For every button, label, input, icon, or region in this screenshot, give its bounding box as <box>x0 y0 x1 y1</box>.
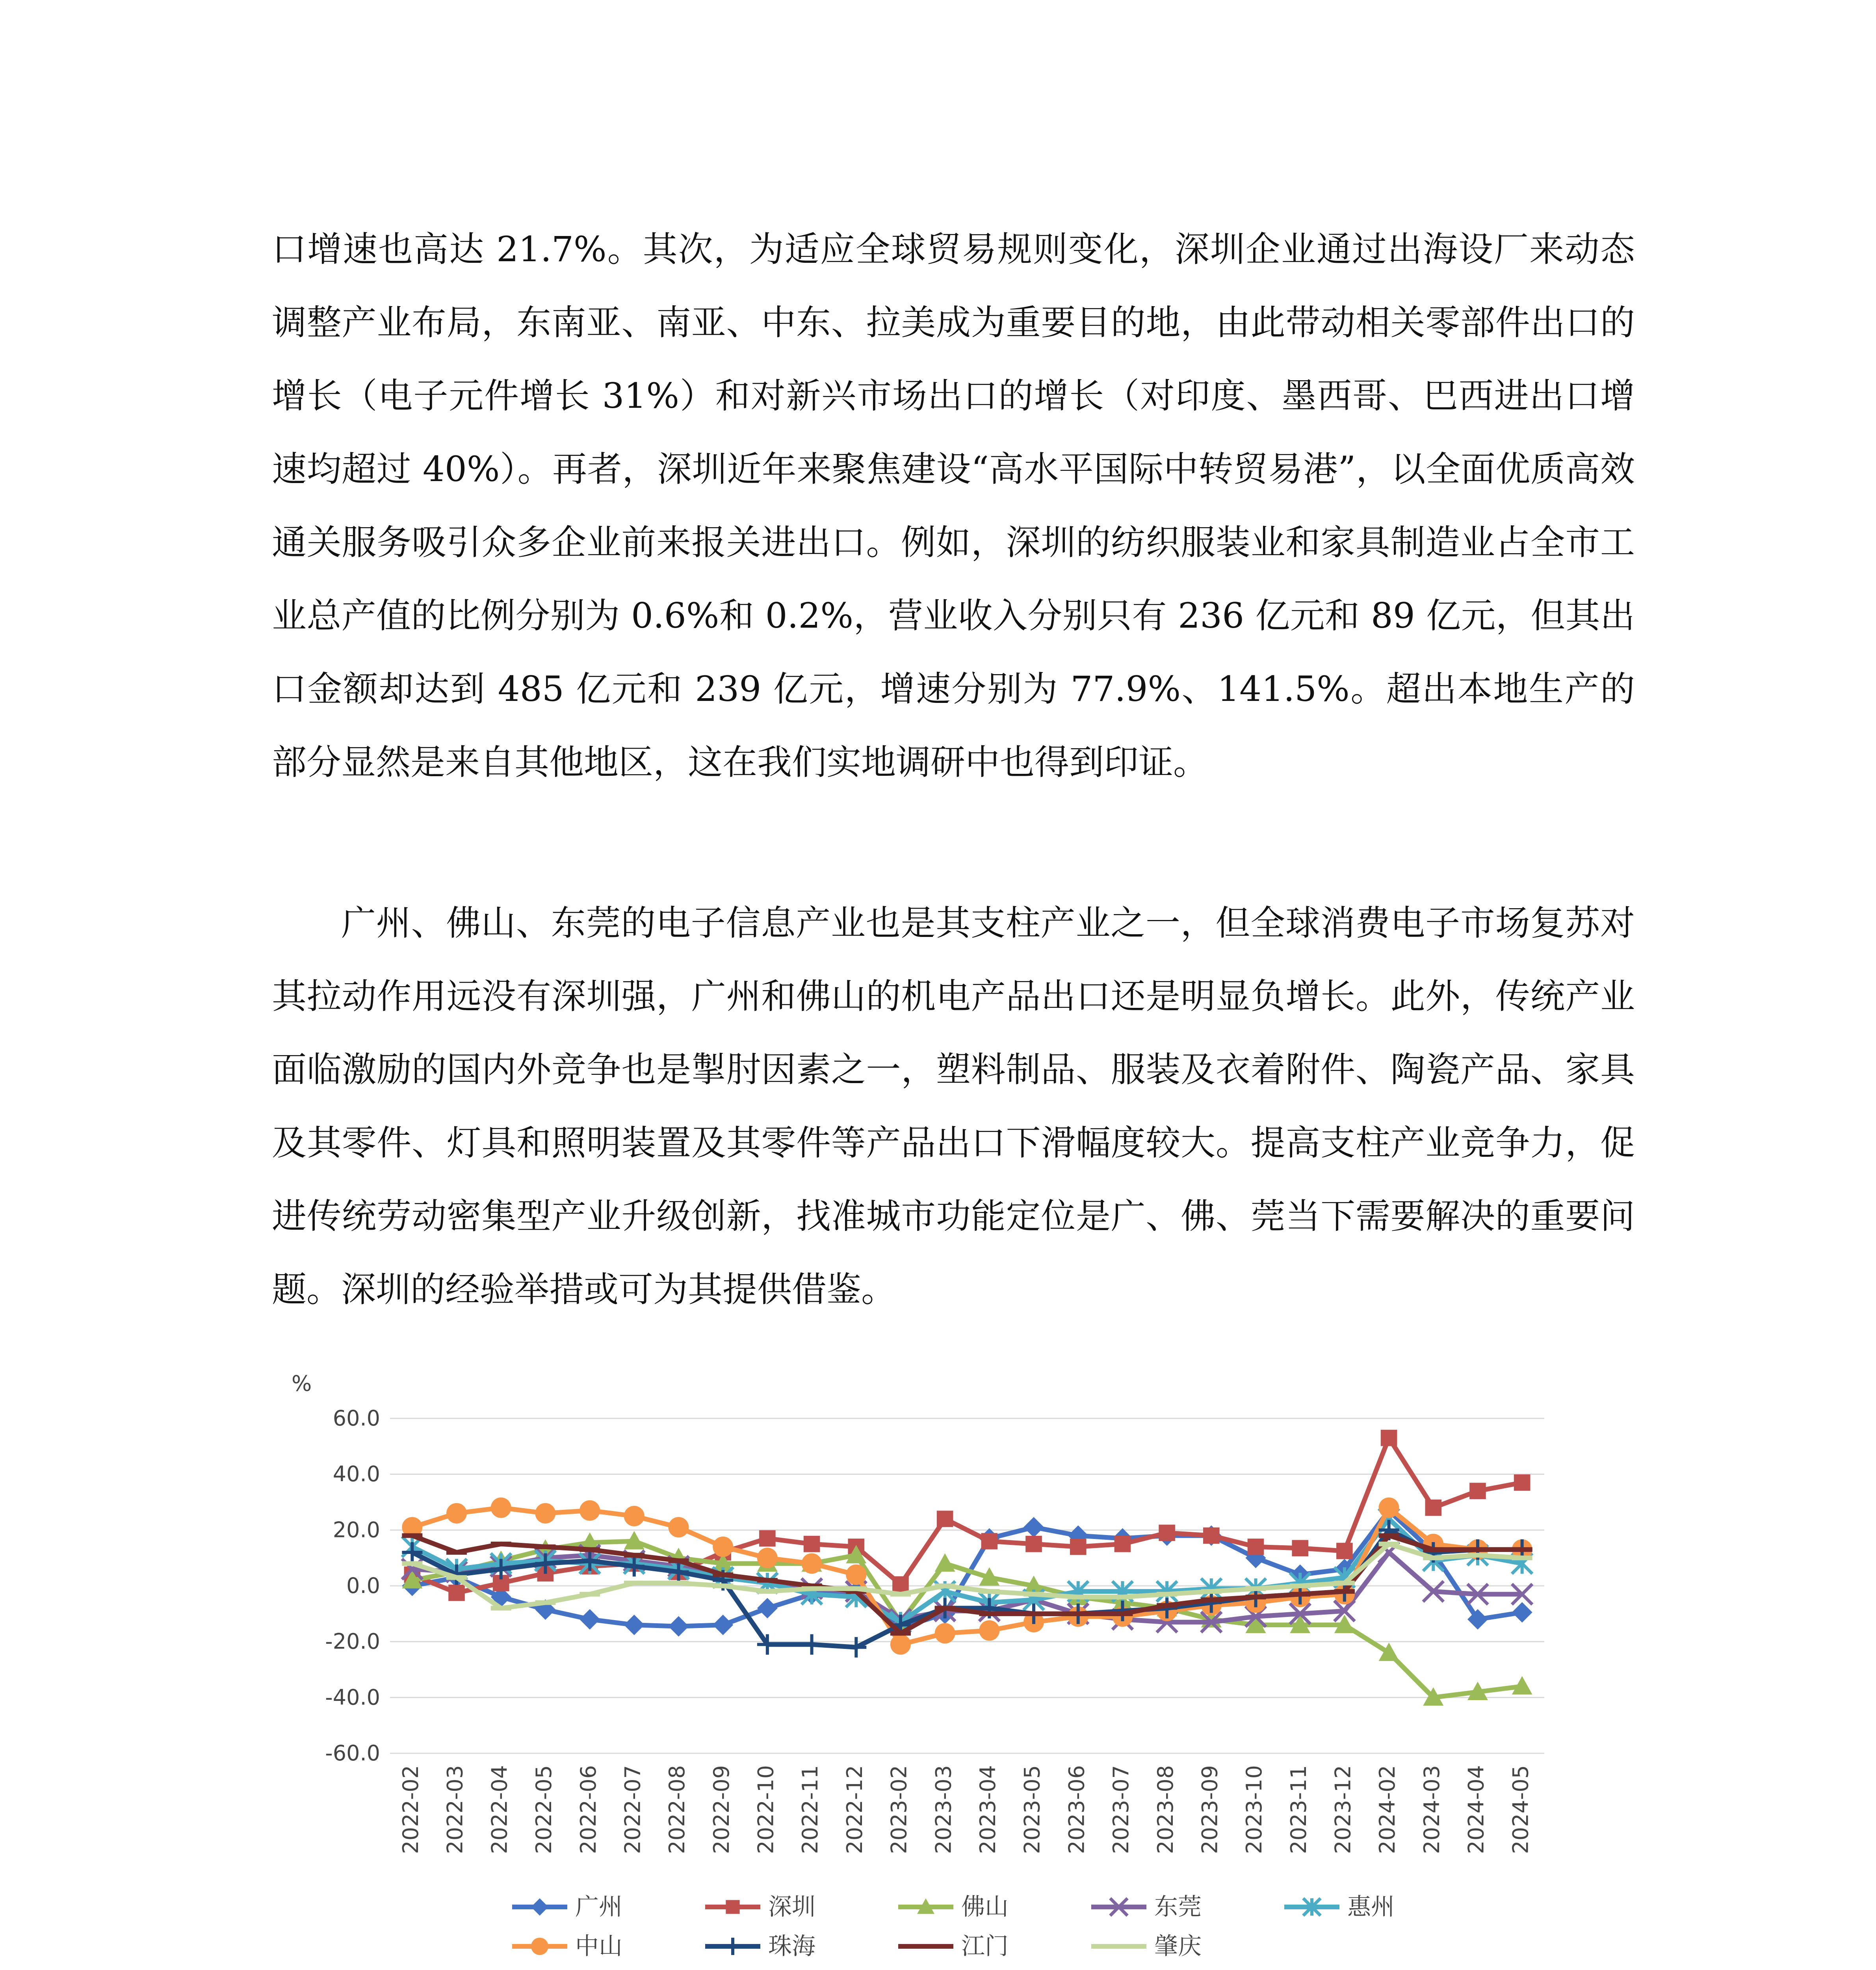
data-point <box>1381 1430 1397 1446</box>
legend-item <box>705 1933 815 1960</box>
x-tick-label: 2024-04 <box>1464 1765 1489 1854</box>
legend-marker <box>724 1938 741 1955</box>
x-tick-label: 2023-03 <box>931 1765 956 1854</box>
data-point <box>935 1553 955 1572</box>
data-point <box>1159 1525 1175 1541</box>
y-tick-label: 60.0 <box>332 1406 380 1431</box>
x-tick-label: 2022-10 <box>753 1765 778 1854</box>
legend-label: 佛山 <box>961 1893 1009 1921</box>
legend-label: 中山 <box>575 1933 622 1960</box>
data-point <box>580 1609 600 1630</box>
legend-label: 东莞 <box>1154 1893 1202 1921</box>
data-point <box>1292 1540 1308 1557</box>
data-point <box>1025 1536 1042 1552</box>
data-point <box>1070 1539 1087 1555</box>
data-point <box>448 1585 465 1601</box>
legend-item <box>1091 1893 1202 1921</box>
legend-item <box>1091 1933 1202 1960</box>
data-point <box>446 1503 467 1524</box>
data-point <box>757 1598 778 1619</box>
y-tick-label: -20.0 <box>325 1629 380 1654</box>
legend-label: 深圳 <box>768 1893 815 1921</box>
data-point <box>624 1506 645 1526</box>
x-tick-label: 2023-09 <box>1197 1765 1222 1854</box>
x-tick-label: 2023-10 <box>1242 1765 1267 1854</box>
y-tick-label: 40.0 <box>332 1461 380 1487</box>
x-tick-label: 2024-03 <box>1419 1765 1444 1854</box>
data-point <box>979 1620 999 1641</box>
data-point <box>491 1498 511 1518</box>
legend-label: 惠州 <box>1347 1893 1395 1921</box>
data-point <box>580 1500 600 1521</box>
data-point <box>1469 1483 1486 1499</box>
legend-item <box>512 1893 622 1921</box>
data-point <box>669 1616 689 1637</box>
data-point <box>713 1537 733 1557</box>
y-tick-label: -40.0 <box>325 1685 380 1710</box>
export-growth-line-chart <box>260 1351 1662 1970</box>
legend-item <box>898 1893 1009 1921</box>
legend-label: 珠海 <box>768 1933 815 1960</box>
legend-item <box>1284 1893 1395 1921</box>
data-point <box>1114 1536 1131 1552</box>
x-tick-label: 2023-02 <box>886 1765 912 1854</box>
data-point <box>669 1517 689 1537</box>
data-point <box>402 1542 422 1563</box>
legend-item <box>898 1933 1009 1960</box>
x-tick-label: 2022-11 <box>798 1765 823 1854</box>
x-tick-label: 2022-04 <box>487 1765 512 1854</box>
x-tick-label: 2023-12 <box>1330 1765 1356 1854</box>
data-point <box>759 1530 776 1547</box>
data-point <box>890 1634 911 1655</box>
x-tick-label: 2022-07 <box>620 1765 645 1854</box>
data-point <box>846 1637 866 1658</box>
data-point <box>1512 1602 1532 1622</box>
legend-marker <box>726 1900 739 1914</box>
x-tick-label: 2024-05 <box>1508 1765 1533 1854</box>
data-point <box>713 1615 733 1635</box>
legend-item <box>705 1893 815 1921</box>
x-tick-label: 2023-07 <box>1109 1765 1134 1854</box>
legend-label: 广州 <box>575 1893 622 1921</box>
data-point <box>937 1511 953 1527</box>
y-tick-label: 20.0 <box>332 1517 380 1543</box>
data-point <box>1514 1474 1531 1491</box>
x-tick-label: 2023-05 <box>1020 1765 1045 1854</box>
data-point <box>802 1553 822 1574</box>
data-point <box>757 1548 778 1568</box>
data-point <box>1336 1543 1353 1559</box>
data-point <box>1023 1517 1044 1537</box>
data-point <box>624 1615 645 1635</box>
y-tick-label: 0.0 <box>346 1573 380 1598</box>
legend-label: 肇庆 <box>1154 1933 1202 1960</box>
legend-marker <box>531 1938 548 1955</box>
x-tick-label: 2022-09 <box>709 1765 734 1854</box>
x-tick-label: 2023-11 <box>1286 1765 1311 1854</box>
x-tick-label: 2022-02 <box>398 1765 423 1854</box>
x-tick-label: 2023-04 <box>975 1765 1000 1854</box>
data-point <box>846 1565 866 1585</box>
x-tick-label: 2024-02 <box>1375 1765 1400 1854</box>
data-point <box>802 1634 822 1655</box>
data-point <box>1379 1643 1399 1661</box>
data-point <box>535 1503 555 1524</box>
chart-legend <box>512 1893 1395 1960</box>
data-point <box>804 1536 820 1552</box>
data-point <box>935 1623 955 1643</box>
x-tick-label: 2022-12 <box>842 1765 867 1854</box>
x-tick-label: 2022-03 <box>442 1765 468 1854</box>
x-tick-label: 2023-06 <box>1064 1765 1089 1854</box>
x-tick-label: 2023-08 <box>1153 1765 1178 1854</box>
y-tick-label: -60.0 <box>325 1741 380 1766</box>
x-tick-label: 2022-05 <box>531 1765 557 1854</box>
body-paragraph-1: 口增速也高达 21.7%。其次，为适应全球贸易规则变化，深圳企业通过出海设厂来动态调整产业布局，东南亚、南亚、中东、拉美成为重要目的地，由此带动相关零部件出口的增长（电子元件增长 31%）和对新兴市场出口的增长（对印度、墨西哥、巴西进出口增速均超过 40%）。再者，深圳近年来聚焦建设“高水平国际中转贸易港”，以全面优质高效通关服务吸引众多企业前来报关进出口。例如，深圳的纺织服装业和家具制造业占全市工业总产值的比例分别为 0.6%和 0.2%，营业收入分别只有 236 亿元和 89 亿元，但其出口金额却达到 485 亿元和 239 亿元，增速分别为 77.9%、141.5%。超出本地生产的部分显然是来自其他地区，这在我们实地调研中也得到印证。 <box>272 229 1635 782</box>
data-point <box>1379 1498 1399 1518</box>
legend-label: 江门 <box>961 1933 1009 1960</box>
x-tick-label: 2022-08 <box>665 1765 690 1854</box>
legend-item <box>512 1933 622 1960</box>
y-axis-label: % <box>292 1371 312 1396</box>
x-tick-label: 2022-06 <box>576 1765 601 1854</box>
data-point <box>981 1533 998 1550</box>
data-point <box>1203 1528 1220 1544</box>
data-point <box>1425 1500 1441 1516</box>
y-axis-ticks <box>325 1406 380 1766</box>
body-paragraph-2: 广州、佛山、东莞的电子信息产业也是其支柱产业之一，但全球消费电子市场复苏对其拉动作用远没有深圳强，广州和佛山的机电产品出口还是明显负增长。此外，传统产业面临激励的国内外竞争也是掣肘因素之一，塑料制品、服装及衣着附件、陶瓷产品、家具及其零件、灯具和照明装置及其零件等产品出口下滑幅度较大。提高支柱产业竞争力，促进传统劳动密集型产业升级创新，找准城市功能定位是广、佛、莞当下需要解决的重要问题。深圳的经验举措或可为其提供借鉴。 <box>272 903 1635 1310</box>
chart-gridlines <box>390 1418 1544 1753</box>
data-point <box>1248 1539 1264 1555</box>
data-point <box>892 1576 909 1593</box>
chart-series <box>402 1430 1532 1706</box>
legend-marker <box>531 1898 548 1916</box>
x-axis-ticks <box>398 1765 1533 1854</box>
